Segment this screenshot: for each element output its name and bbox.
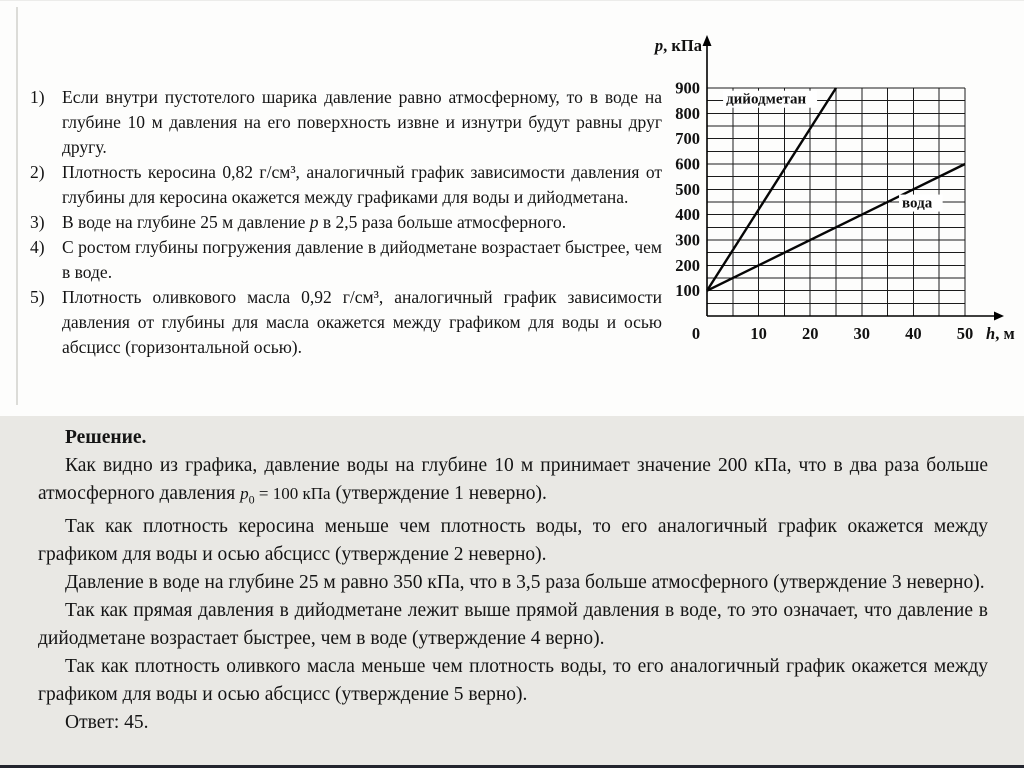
statement-number: 3) [30,212,45,232]
x-axis-title: h, м [986,324,1015,343]
solution-paragraph-5: Так как плотность оливкого масла меньше чем плотность воды, то его аналогичный график окажется между графиком для воды и осью абсцисс (утверждение 5 верно). [38,656,988,706]
statement-text-post: в 2,5 раза больше атмосферного. [318,212,567,232]
statement-text: Плотность оливкового масла 0,92 г/см³, аналогичный график зависимости давления от глубины для масла окажется между графиком для воды и осью абсцисс (горизонтальной осью). [62,287,662,357]
statement-number: 4) [30,237,45,257]
y-axis-arrow-icon [703,35,712,46]
series-label-дийодметан: дийодметан [726,91,807,108]
statement-4 [30,235,662,285]
y-tick-label: 600 [675,154,700,174]
statement-2 [30,160,662,210]
solution-p1-post: (утверждение 1 неверно). [330,483,547,504]
statement-number: 2) [30,162,45,182]
formula-var: p [240,484,249,503]
statement-text: Если внутри пустотелого шарика давление равно атмосферному, то в воде на глубине 10 м давления на его поверхность извне и изнутри будут равны друг другу. [62,87,662,157]
statement-5 [30,285,662,360]
y-axis-title: p, кПа [654,36,702,55]
y-tick-label: 900 [675,78,700,98]
x-tick-label: 30 [853,324,871,343]
formula-rest: = 100 кПа [254,484,331,503]
y-tick-label: 300 [675,230,700,250]
solution-paragraph-4: Так как прямая давления в дийодметане лежит выше прямой давления в воде, то это означает, что давление в дийодметане возрастает быстрее, чем в воде (утверждение 4 верно). [38,600,988,650]
answer-text: Ответ: 45. [65,712,149,734]
x-tick-label: 50 [956,324,974,343]
y-tick-label: 200 [675,255,700,275]
solution-paragraph-2: Так как плотность керосина меньше чем плотность воды, то его аналогичный график окажется между графиком для воды и осью абсцисс (утверждение 2 неверно). [38,516,988,566]
solution-p1-pre: Как видно из графика, давление воды на глубине 10 м принимает значение 200 кПа, что в два раза больше атмосферного давления [38,455,988,504]
y-tick-label: 800 [675,103,700,123]
y-tick-label: 400 [675,205,700,225]
x-tick-label: 40 [905,324,922,343]
slide-frame-line [16,7,18,405]
solution-paragraph-3: Давление в воде на глубине 25 м равно 350 кПа, что в 3,5 раза больше атмосферного (утверждение 3 неверно). [65,572,985,594]
solution-section [0,416,1024,768]
series-label-вода: вода [902,195,933,212]
statement-number: 5) [30,287,45,307]
solution-paragraph-1 [38,452,988,513]
pressure-depth-chart [648,29,1024,361]
statement-text: С ростом глубины погружения давление в дийодметане возрастает быстрее, чем в воде. [62,237,662,282]
y-tick-label: 700 [675,129,700,149]
statement-number: 1) [30,87,45,107]
chart-svg [648,29,1024,361]
x-tick-label: 20 [801,324,819,343]
statement-text [62,212,566,232]
statement-1 [30,85,662,160]
pressure-formula [240,484,331,507]
x-tick-label: 10 [750,324,767,343]
statement-text-pre: В воде на глубине 25 м давление [62,212,310,232]
y-tick-label: 500 [675,179,700,199]
solution-heading: Решение. [65,427,147,448]
formula-sub: 0 [248,492,255,507]
statement-3 [30,210,662,235]
problem-statements [30,85,662,360]
y-tick-label: 100 [675,281,700,301]
x-axis-arrow-icon [994,312,1004,321]
statement-text: Плотность керосина 0,82 г/см³, аналогичный график зависимости давления от глубины для керосина окажется между графиками для воды и дийодметана. [62,162,662,207]
x-tick-label: 0 [691,324,701,343]
pressure-variable: p [309,212,319,232]
